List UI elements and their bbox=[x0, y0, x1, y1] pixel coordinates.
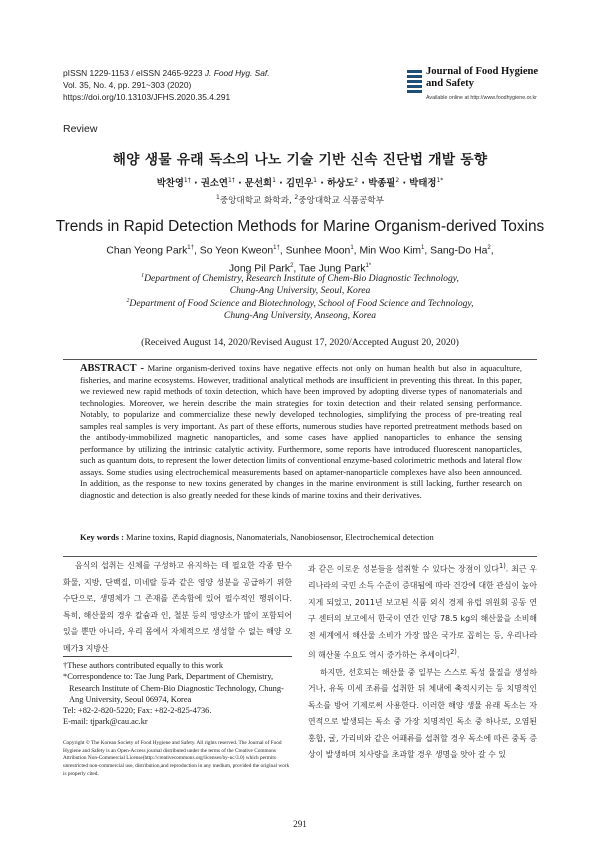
body-paragraph: 하지만, 선호되는 해산물 중 일부는 스스로 독성 물질을 생성하거나, 유독 미세 조류를 섭취한 뒤 체내에 축적시키는 등 치명적인 독소를 방어 기제로써 사용한다. 이러한 해양 생물 유래 독소는 자연적으로 발생되는 독소 중 가장 치명적인 독소 중 하나로, 오염된 홍합, 굴, 가리비와 같은 어패류를 섭취할 경우 독소에 따른 중독 증상이 발생하며 치사량을 초과할 경우 생명을 앗아 갈 수 있 bbox=[308, 667, 537, 760]
volume-line: Vol. 35, No. 4, pp. 291~303 (2020) bbox=[63, 79, 192, 90]
page-number: 291 bbox=[293, 819, 307, 829]
body-left-column bbox=[63, 558, 292, 657]
email-link[interactable]: E-mail: tjpark@cau.ac.kr bbox=[63, 717, 148, 727]
body-paragraph: 과 같은 이로운 성분들을 섭취할 수 있다는 장점이 있다$^{1)}$. 최근 우리나라의 국민 소득 수준이 증대됨에 따라 건강에 대한 관심이 높아지게 되었고, 2011년 보고된 식품 외식 경제 유럽 위원회 공동 연구 센터의 보고에서 한국이 연간 인당 78.5 kg의 해산물을 소비해 전 세계에서 해산물 소비가 가장 많은 국가로 꼽히는 등, 우리나라의 해산물 수요도 역시 증가하는 추세이다$^{2)}$. bbox=[308, 562, 537, 660]
journal-name: Journal of Food Hygiene and Safety bbox=[426, 66, 539, 89]
received-dates: (Received August 14, 2020/Revised August 17, 2020/Accepted August 20, 2020) bbox=[141, 337, 459, 348]
authors-korean: 박찬영$^{1\dagger}$ · 권소연$^{1\dagger}$ · 문선희$^1$ · 김민우$^1$ · 하상도$^2$ · 박종필$^2$ · 박태정$^{1*}$ bbox=[156, 176, 444, 189]
section-label: Review bbox=[63, 123, 98, 135]
affiliation-2: $^2$Department of Food Science and Biotechnology, School of Food Science and Technology, bbox=[126, 298, 474, 310]
abstract-label: ABSTRACT - bbox=[80, 363, 144, 374]
affiliation-korean: $^1$중앙대학교 화학과, $^2$중앙대학교 식품공학부 bbox=[215, 194, 384, 206]
title-korean: 해양 생물 유래 독소의 나노 기술 기반 신속 진단법 개발 동향 bbox=[112, 152, 488, 168]
authors-english: Chan Yeong Park$^{1\dagger}$, So Yeon Kweon$^{1\dagger}$, Sunhee Moon$^1$, Min Woo Kim$^1$, Sang-Do Ha$^2$, Jong Pil Park$^2$, Tae Jung Park$^{1*}$ bbox=[106, 245, 494, 275]
footnote-divider bbox=[63, 656, 292, 657]
footnotes: †These authors contributed equally to this work *Correspondence to: Tae Jung Park, Department of Chemistry, Research Institute of Chem-Bio Diagnostic Technology, Chung- Ang University, Seoul 06974, Korea Tel: +82-2-820-5220; Fax: +82-2-825-4736. E-mail: tjpark@cau.ac.kr bbox=[63, 660, 295, 728]
doi-link[interactable]: https://doi.org/10.13103/JFHS.2020.35.4.291 bbox=[63, 91, 231, 102]
title-english: Trends in Rapid Detection Methods for Marine Organism-derived Toxins bbox=[55, 218, 545, 235]
body-paragraph: 음식의 섭취는 신체를 구성하고 유지하는 데 필요한 각종 탄수화물, 지방, 단백질, 미네랄 등과 같은 영양 성분을 공급하기 위한 수단으로, 생명체가 그 존재를 존속함에 있어 필수적인 행위이다. 특히, 해산물의 경우 칼슘과 인, 철분 등의 영양소가 많이 포함되어 있을 뿐만 아니라, 우리 몸에서 자체적으로 생성할 수 없는 해양 오메가3 지방산 bbox=[63, 561, 292, 653]
copyright-notice: Copyright © The Korean Society of Food Hygiene and Safety. All rights reserved. The Journal of Food Hygiene and Safety is an Open-Access journal distributed under the terms of the Creative Commons Attribution Non-Commercial License(http://creativecommons.org/licenses/by-nc/3.0) which permits unrestricted non-commercial use, distribution,and reproduction in any medium, provided the original work is properly cited. bbox=[63, 740, 290, 777]
affiliation-1: $^1$Department of Chemistry, Research Institute of Chem-Bio Diagnostic Technology, bbox=[141, 273, 459, 285]
abstract-text: Marine organism-derived toxins have negative effects not only on human health but also in aquaculture, fisheries, and marine ecosystems. However, traditional analytical methods are insufficient in preventing this threat. In this paper, we reviewed new rapid methods of toxin detection, which have been improved by adopting diverse types of nanomaterials and technologies. Moreover, we herein describe the main strategies for toxin detection and their related sensing performance. Notably, to popularize and commercialize these newly developed technologies, simplifying the process of pre-treating real samples real samples is very important. As part of these efforts, numerous studies have reported pretreatment methods based on the antibody-immobilized magnetic nanoparticles, and some cases have applied nanoparticles to enhance the sensing performance by utilizing the intrinsic catalytic activity. Furthermore, some reports have introduced fluorescent nanoparticles, such as quantum dots, to represent the lower detection limits of conventional enzyme-based colorimetric methods and lateral flow assays. Some studies using electrochemical measurements based on aptamer-nanoparticle complexes have also been announced. In addition, as the response to new toxins generated by changes in the marine environment is still lacking, further research on diagnostic and detection is also greatly needed for these kinds of marine toxins and their derivatives. bbox=[80, 363, 522, 501]
affiliations-english: $^1$Department of Chemistry, Research Institute of Chem-Bio Diagnostic Technology, Chung-Ang University, Seoul, Korea $^2$Department of Food Science and Biotechnology, School of Food Science and Technology, Chung-Ang University, Anseong, Korea bbox=[70, 271, 530, 322]
keywords: Key words : Marine toxins, Rapid diagnosis, Nanomaterials, Nanobiosensor, Electrochemical detection bbox=[80, 532, 434, 542]
abstract bbox=[80, 363, 522, 502]
journal-url[interactable]: Available online at http://www.foodhygiene.or.kr bbox=[426, 95, 537, 101]
issn-line: pISSN 1229-1153 / eISSN 2465-9223 J. Food Hyg. Saf. bbox=[63, 68, 270, 78]
citation-header bbox=[63, 68, 270, 103]
body-right-column bbox=[308, 558, 537, 764]
